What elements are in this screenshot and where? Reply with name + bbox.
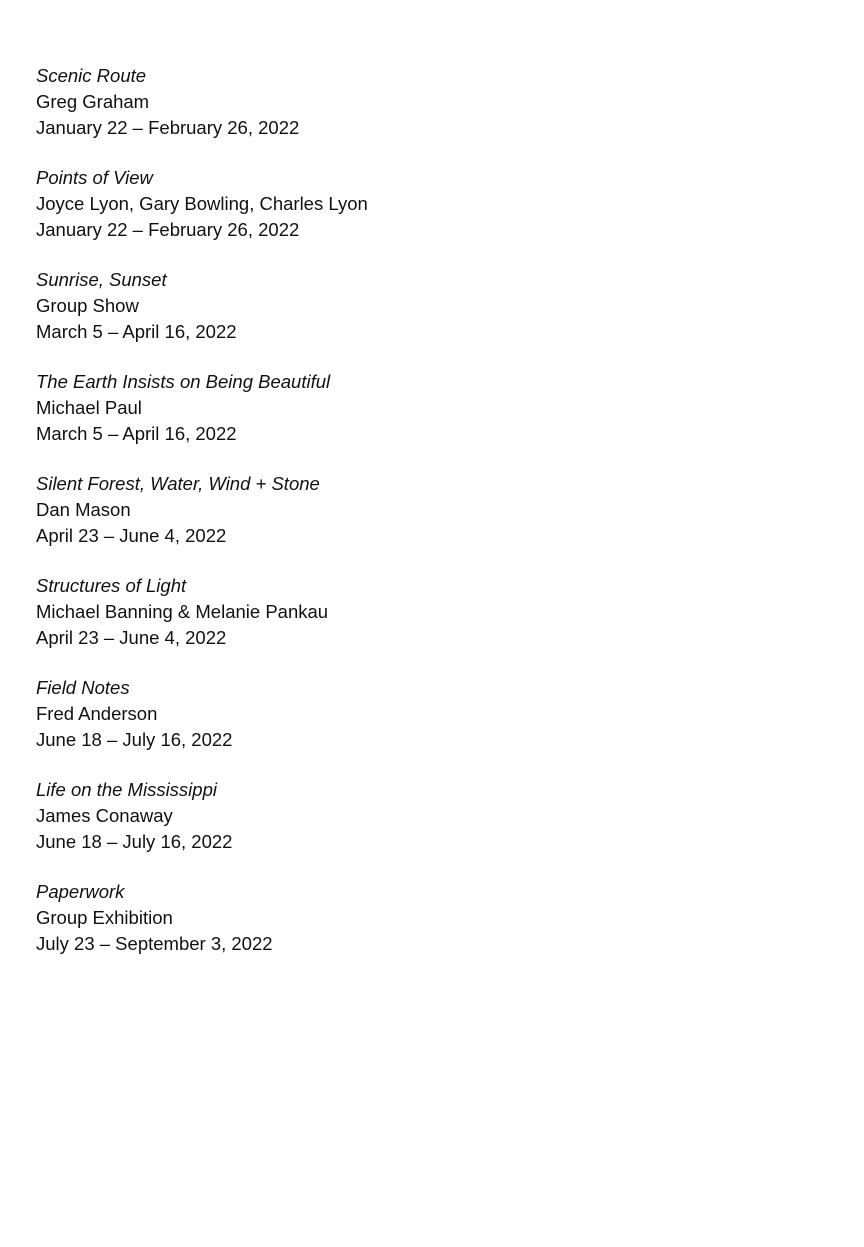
exhibition-dates: April 23 – June 4, 2022	[36, 627, 227, 648]
exhibition-artist: Joyce Lyon, Gary Bowling, Charles Lyon	[36, 193, 368, 214]
exhibition-list	[36, 63, 816, 981]
exhibition-dates: January 22 – February 26, 2022	[36, 117, 300, 138]
exhibition-dates: July 23 – September 3, 2022	[36, 933, 273, 954]
exhibition-dates: June 18 – July 16, 2022	[36, 831, 233, 852]
exhibition-title: Scenic Route	[36, 65, 147, 86]
exhibition-title: Sunrise, Sunset	[36, 269, 167, 290]
exhibition-dates: March 5 – April 16, 2022	[36, 321, 237, 342]
exhibition-title: Silent Forest, Water, Wind + Stone	[36, 473, 320, 494]
exhibition-entry	[36, 777, 816, 855]
exhibition-entry	[36, 879, 816, 957]
exhibition-artist: Dan Mason	[36, 499, 131, 520]
exhibition-artist: James Conaway	[36, 805, 173, 826]
exhibition-title: The Earth Insists on Being Beautiful	[36, 371, 331, 392]
exhibition-entry	[36, 369, 816, 447]
exhibition-title: Life on the Mississippi	[36, 779, 217, 800]
exhibition-artist: Greg Graham	[36, 91, 150, 112]
exhibition-entry	[36, 471, 816, 549]
exhibition-artist: Fred Anderson	[36, 703, 158, 724]
exhibition-artist: Michael Banning & Melanie Pankau	[36, 601, 329, 622]
exhibition-dates: April 23 – June 4, 2022	[36, 525, 227, 546]
exhibition-entry	[36, 267, 816, 345]
exhibition-title: Field Notes	[36, 677, 130, 698]
exhibition-dates: June 18 – July 16, 2022	[36, 729, 233, 750]
exhibition-title: Paperwork	[36, 881, 125, 902]
exhibition-dates: March 5 – April 16, 2022	[36, 423, 237, 444]
exhibition-dates: January 22 – February 26, 2022	[36, 219, 300, 240]
exhibition-entry	[36, 675, 816, 753]
exhibition-entry	[36, 63, 816, 141]
exhibition-artist: Group Show	[36, 295, 139, 316]
exhibition-artist: Michael Paul	[36, 397, 142, 418]
exhibition-title: Structures of Light	[36, 575, 187, 596]
exhibition-title: Points of View	[36, 167, 153, 188]
exhibition-entry	[36, 165, 816, 243]
exhibition-entry	[36, 573, 816, 651]
exhibition-artist: Group Exhibition	[36, 907, 173, 928]
